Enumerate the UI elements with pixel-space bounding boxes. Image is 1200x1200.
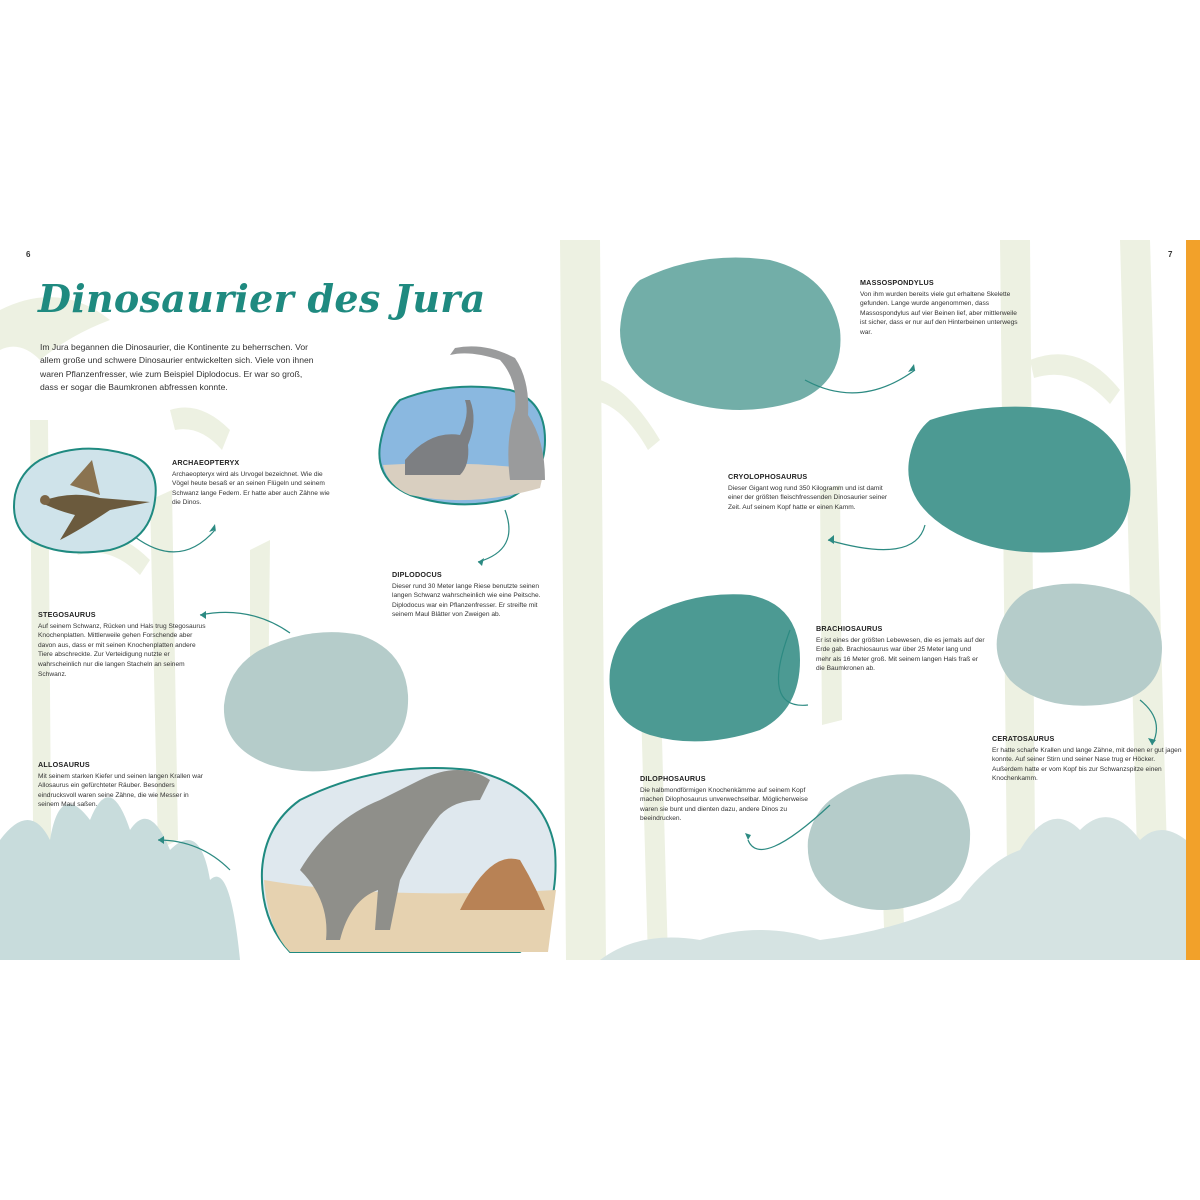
diplodocus-info [392, 570, 552, 620]
ceratosaurus-info [992, 734, 1182, 784]
page-edge-bar [1186, 240, 1200, 960]
stegosaurus-text: Auf seinem Schwanz, Rücken und Hals trug Stegosaurus Knochenplatten. Mittlerweile gehen Forschende aber davon aus, dass er mit seinen Knochenplatten andere Tiere abschreckte. Zur Verteidigung nutzte er wahrscheinlich nur die langen Stacheln an seinem Schwanz. [38, 622, 206, 678]
brachiosaurus-text: Er ist eines der größten Lebewesen, die es jemals auf der Erde gab. Brachiosaurus war über 25 Meter lang und mehr als 16 Meter groß. Mit seinem langen Hals fraß er die Baumkronen ab. [816, 636, 985, 673]
massospondylus-text: Von ihm wurden bereits viele gut erhaltene Skelette gefunden. Lange wurde angenommen, dass Massospondylus auf vier Beinen lief, aber mittlerweile ist sicher, dass er nur auf den Hinterbeinen unterwegs war. [860, 290, 1018, 336]
ceratosaurus-text: Er hatte scharfe Krallen und lange Zähne, mit denen er gut jagen konnte. Auf seiner Stirn und seiner Nase trug er Höcker. Außerdem hatte er vom Kopf bis zur Schwanzspitze einen Knochenkamm. [992, 746, 1182, 783]
archaeopteryx-info [172, 458, 332, 508]
cryolophosaurus-info [728, 472, 888, 512]
dilophosaurus-heading: DILOPHOSAURUS [640, 774, 706, 783]
dilophosaurus-text: Die halbmondförmigen Knochenkämme auf seinem Kopf machen Dilophosaurus unverwechselbar. Möglicherweise waren sie bunt und dienten dazu, andere Dinos zu beeindrucken. [640, 786, 808, 823]
diplodocus-heading: DIPLODOCUS [392, 570, 442, 579]
book-spread [0, 240, 1200, 960]
stegosaurus-heading: STEGOSAURUS [38, 610, 96, 619]
intro-text: Im Jura begannen die Dinosaurier, die Kontinente zu beherrschen. Vor allem große und schwere Dinosaurier entwickelten sich. Viele von ihnen waren Pflanzenfresser, wie zum Beispiel Diplodocus. Er war so groß, dass er sogar die Baumkronen abfressen konnte. [40, 342, 314, 393]
dilophosaurus-blob [808, 774, 970, 910]
massospondylus-heading: MASSOSPONDYLUS [860, 278, 934, 287]
massospondylus-info [860, 278, 1020, 338]
cryolophosaurus-text: Dieser Gigant wog rund 350 Kilogramm und ist damit einer der größten fleischfressenden Dinosaurier seiner Zeit. Auf seinem Kopf hatte er einen Kamm. [728, 484, 888, 511]
allosaurus-info [38, 760, 208, 810]
diplodocus-picture [379, 346, 545, 504]
page-number-right: 7 [1168, 250, 1173, 259]
archaeopteryx-text: Archaeopteryx wird als Urvogel bezeichnet. Wie die Vögel heute besaß er an seinen Flügeln und seinem Schwanz lange Federn. Er hatte aber auch Zähne wie die Dinos. [172, 470, 330, 507]
massospondylus-blob [620, 258, 841, 411]
page-title: Dinosaurier des Jura [38, 276, 486, 321]
allosaurus-text: Mit seinem starken Kiefer und seinen langen Krallen war Allosaurus ein gefürchteter Räuber. Besonders eindrucksvoll waren seine Zähne, die wie Messer in seinem Maul saßen. [38, 772, 203, 809]
dilophosaurus-info [640, 774, 810, 824]
brachiosaurus-info [816, 624, 986, 674]
ceratosaurus-blob [997, 584, 1162, 706]
brachiosaurus-heading: BRACHIOSAURUS [816, 624, 883, 633]
allosaurus-picture [262, 768, 556, 952]
brachiosaurus-blob [610, 594, 801, 741]
cryolophosaurus-blob [908, 407, 1130, 553]
diplodocus-text: Dieser rund 30 Meter lange Riese benutzte seinen langen Schwanz wahrscheinlich wie eine Peitsche. Diplodocus war ein Pflanzenfresser. Er streifte mit seinem Maul Blätter von Zweigen ab. [392, 582, 541, 619]
allosaurus-heading: ALLOSAURUS [38, 760, 90, 769]
cryolophosaurus-heading: CRYOLOPHOSAURUS [728, 472, 808, 481]
page-number-left: 6 [26, 250, 31, 259]
archaeopteryx-heading: ARCHAEOPTERYX [172, 458, 240, 467]
stegosaurus-info [38, 610, 208, 679]
archaeopteryx-picture [14, 449, 156, 553]
ceratosaurus-heading: CERATOSAURUS [992, 734, 1055, 743]
